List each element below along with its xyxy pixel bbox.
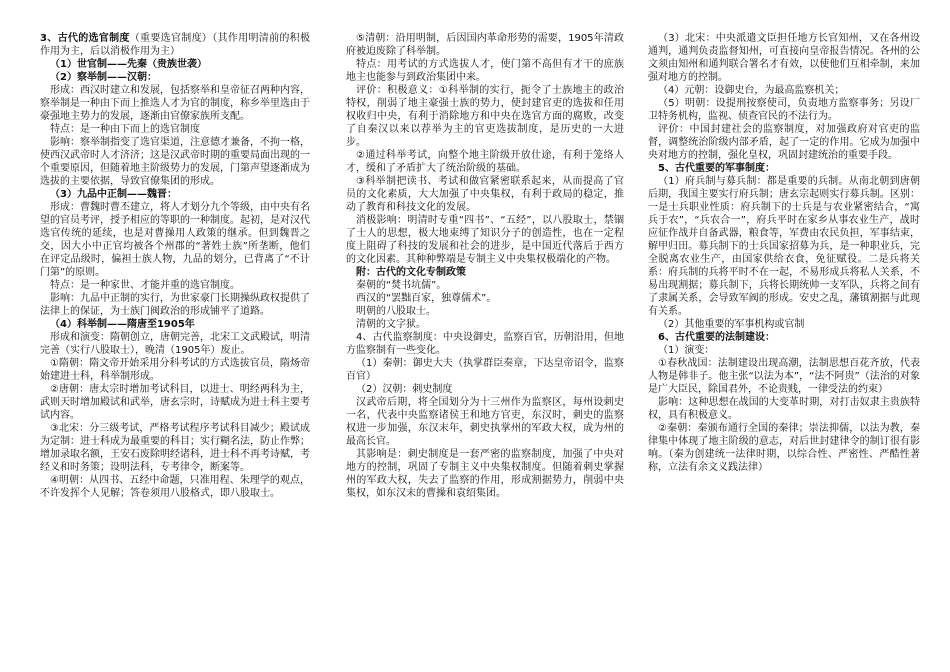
right-paragraph [648,396,920,422]
paragraph-text: （4）元朝：设御史台，为最高监察机关； [658,85,845,96]
paragraph-text: 特点：用考试的方式选拔人才，使门第不高但有才干的庶族地主也能参与到政治集团中来。 [346,59,624,83]
paragraph-text: 附：古代的文化专制政策 [356,267,466,278]
paragraph-text: ②通过科举考试，向整个地主阶级开放仕途，有利于笼络人才，缓和了矛盾扩大了统治阶级的基础。 [346,150,624,174]
left-paragraph [40,331,310,357]
paragraph-text: （1）演变： [658,345,715,356]
right-paragraph [648,331,920,344]
right-paragraph [648,97,920,123]
paragraph-text: ④明朝：从四书、五经中命题，只准用程、朱理学的观点，不许发挥个人见解；答卷须用八股格式，即八股取士。 [40,475,310,499]
right-paragraph [648,357,920,396]
middle-paragraph [346,383,624,396]
left-paragraph [40,84,310,123]
paragraph-text: 评价：中国封建社会的监察制度，对加强政府对官吏的监督，调整统治阶级内部矛盾，起了一定的作用。它成为加强中央对地方的控制，强化皇权，巩固封建统治的重要手段。 [648,124,920,161]
paragraph-text: （2）汉朝：刺史制度 [356,384,453,395]
paragraph-text: 明朝的八股取士。 [356,306,436,317]
paragraph-text: （2）其他重要的军事机构或官制 [658,319,805,330]
column-left [40,32,310,666]
right-paragraph [648,162,920,175]
left-paragraph [40,188,310,201]
left-paragraph [40,357,310,383]
paragraph-text: 6、古代重要的法制建设： [658,332,775,343]
right-paragraph [648,32,920,84]
paragraph-text: 影响：察举制指变了选官渠道，注意德才兼备，不拘一格，使西汉武帝时人才济济；这是汉武帝时期的重要局面出现的一个重要原因，但随着地主阶级势力的发展，门第声望逐渐成为选拔的主要依据，导致官僚集团的形成。 [40,137,310,187]
right-paragraph [648,422,920,474]
middle-paragraph [346,331,624,357]
left-paragraph [40,292,310,318]
paragraph-text: 影响：这种思想在战国的大变革时期，对打击奴隶主贵族特权，具有积极意义。 [648,397,920,421]
paragraph-text: （3）北宋：中央派遣文臣担任地方长官知州，又在各州设通判，通判负责监督知州，可直接向皇帝报告情况。各州的公文须由知州和通判联合署名才有效，以使他们互相牵制，来加强对地方的控制。 [648,33,920,83]
column-right [648,32,920,666]
middle-paragraph [346,214,624,266]
paragraph-text: ②唐朝：唐太宗时增加考试科目，以进士、明经两科为主，武则天时增加殿试和武举，唐玄宗时，诗赋成为进士科主要考试内容。 [40,384,310,421]
paragraph-text: 消极影响：明清时专重“四书”、“五经”，以八股取士，禁锢了士人的思想，极大地束缚了知识分子的创造性，也在一定程度上阻碍了科技的发展和社会的进步，是中国近代落后于西方的文化因素。其种种弊端是专制主义中央集权极端化的产物。 [346,215,624,265]
middle-paragraph [346,396,624,448]
paragraph-text: （1）府兵制与募兵制：都是重要的兵制。从南北朝到唐朝后期，我国主要实行府兵制；唐玄宗起则实行募兵制。区别：一是士兵职业性质：府兵制下的士兵是与农业紧密结合，“寓兵于农”，“兵农合一”，府兵平时在家乡从事农业生产，战时应征作战并自备武器，粮食等，军费由农民负担，军事结束，解甲归田。募兵制下的士兵国家招募为兵，是一种职业兵，完全脱离农业生产，由国家供给衣食，免征赋役。二是兵将关系：府兵制的兵将平时不在一起，不易形成兵将私人关系，不易出现割据；募兵制下，兵将长期统帅一支军队，兵将之间有了隶属关系，会导致军阀的形成。安史之乱，藩镇割据与此现有关系。 [648,176,920,317]
right-paragraph [648,318,920,331]
middle-paragraph [346,357,624,383]
right-paragraph [648,175,920,318]
left-paragraph [40,58,310,71]
left-paragraph [40,383,310,422]
left-paragraph [40,318,310,331]
middle-paragraph [346,32,624,58]
paragraph-text: （1）世官制——先秦（贵族世袭） [50,59,207,70]
left-paragraph [40,123,310,136]
paragraph-text: ⑤清朝：沿用明制，后因国内革命形势的需要，1905年清政府被迫废除了科举制。 [346,33,624,57]
paragraph-text: （1）秦朝：御史大夫（执掌群臣奏章，下达皇帝诏令，监察百官） [346,358,624,382]
paragraph-text: （5）明朝：设提刑按察使司，负责地方监察事务；另设厂卫特务机构，监视、侦查官民的不法行为。 [648,98,920,122]
paragraph-text: 汉武帝后期，将全国划分为十三州作为监察区，每州设刺史一名，代表中央监察诸侯王和地方官吏，东汉时，刺史的监察权进一步加强，东汉末年，刺史执掌州的军政大权，成为州的最高长官。 [346,397,624,447]
middle-paragraph [346,305,624,318]
paragraph-text: 形成：曹魏时曹丕建立，将人才划分九个等级，由中央有名望的官员考评，授予相应的等职的一种制度。起初，是对汉代选官传统的延续，也是对曹操用人政策的继承。但到魏晋之交，因大小中正官均被各个州郡的“著姓士族”所垄断，他们在评定品级时，偏袒士族人物，九品的划分，已背离了“不计门第”的原则。 [40,202,310,278]
left-paragraph [40,422,310,474]
left-paragraph [40,71,310,84]
right-paragraph [648,123,920,162]
left-paragraph [40,136,310,188]
paragraph-text: ②秦朝：秦颁布通行全国的秦律；崇法抑儒，以法为教，秦律集中体现了地主阶级的意志，对后世封建律令的制订很有影响。（秦为创建统一法律时期，以综合性、严密性、严酷性著称，立法有余文义践法律） [648,423,920,473]
paragraph-text: 5、古代重要的军事制度： [658,163,775,174]
middle-paragraph [346,84,624,149]
paragraph-text: ③北宋：分三级考试，严格考试程序考试科目减少；殿试成为定制：进士科成为最重要的科目；实行糊名法，防止作弊；增加录取名额，王安石废除明经诸科，进士科不再考诗赋，考经义和时务策；设明法科，专考律令，断案等。 [40,423,310,473]
middle-paragraph [346,292,624,305]
paragraph-text: 秦朝的“焚书坑儒”。 [356,280,447,291]
left-paragraph [40,279,310,292]
middle-paragraph [346,279,624,292]
right-paragraph [648,84,920,97]
paragraph-text: 特点：是一种由下而上的选官制度 [50,124,200,135]
paragraph-text: 形成：西汉时建立和发展，包括察举和皇帝征召两种内容，察举制是一种由下而上推选人才为官的制度，称乡举里选由于豪强地主势力的发展，逐渐由官僚家族所支配。 [40,85,310,122]
right-paragraph [648,344,920,357]
left-paragraph [40,201,310,279]
paragraph-text: 影响：九品中正制的实行，为世家豪门长期操纵政权提供了法律上的保证，为士族门阀政治的形成铺平了道路。 [40,293,310,317]
middle-paragraph [346,448,624,500]
middle-paragraph [346,175,624,214]
paragraph-text: 4、古代监察制度：中央设御史，监察百官，历朝沿用，但地方监察制有一些变化。 [346,332,624,356]
paragraph-subtext: （重要选官制度）（其作用明清前的积极作用为主，后以消极作用为主） [40,33,310,57]
paragraph-text: 3、古代的选官制度 [40,33,130,44]
paragraph-text: 西汉的“罢黜百家，独尊儒术”。 [356,293,497,304]
middle-paragraph [346,266,624,279]
left-paragraph [40,474,310,500]
paragraph-text: 形成和演变：隋朝创立，唐朝完善，北宋工文武殿试，明清完善（实行八股取士），晚清（1905年）废止。 [40,332,310,356]
paragraph-text: 特点：是一种家世、才能并重的选官制度。 [50,280,240,291]
left-paragraph [40,32,310,58]
paragraph-text: ①春秋战国：法制建设出现高潮，法制思想百花齐放，代表人物是韩非子。他主张“以法为本”，“法不阿贵”（法治的对象是广大臣民，除国君外，不论贵贱，一律受法的约束） [648,358,920,395]
paragraph-text: （4）科举制——隋唐至1905年 [50,319,195,330]
paragraph-text: 清朝的文字狱。 [356,319,426,330]
column-middle [346,32,624,666]
middle-paragraph [346,318,624,331]
paragraph-text: （2）察举制——汉朝： [50,72,157,83]
paragraph-text: （3）九品中正制——魏晋： [50,189,177,200]
paragraph-text: 评价：积极意义：①科举制的实行，扼令了士族地主的政治特权，削弱了地主豪强士族的势力，使封建官吏的选拔和任用权收归中央，有利于消除地方和中央在选官方面的腐败，改变了自秦汉以来以荐举为主的官吏选拔制度，是历史的一大进步。 [346,85,624,148]
paragraph-text: ①隋朝：隋文帝开始采用分科考试的方式选拔官员，隋炀帝始建进士科，科举制形成。 [40,358,310,382]
middle-paragraph [346,58,624,84]
paragraph-text: 其影响是：刺史制度是一套严密的监察制度，加强了中央对地方的控制，巩固了专制主义中央集权制度。但随着刺史掌握州的军政大权，失去了监察的作用，形成割据势力，削弱中央集权，如东汉末的曹操和袁绍集团。 [346,449,624,499]
paragraph-text: ③科举制把读书、考试和做官紧密联系起来，从而提高了官员的文化素质，大大加强了中央集权，有利于政局的稳定，推动了教育和科技文化的发展。 [346,176,624,213]
middle-paragraph [346,149,624,175]
